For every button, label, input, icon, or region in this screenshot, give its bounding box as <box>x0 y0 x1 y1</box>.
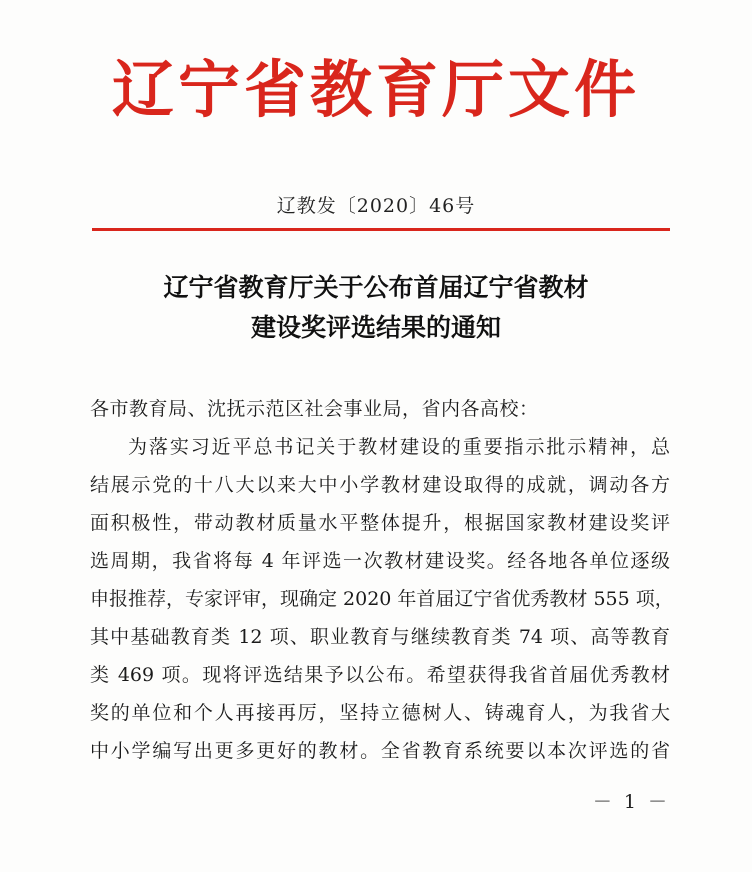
notice-title <box>0 268 752 348</box>
notice-title-line-2: 建设奖评选结果的通知 <box>250 313 501 342</box>
red-rule-divider <box>92 228 670 231</box>
masthead-title: 辽宁省教育厅文件 <box>111 53 640 126</box>
body-line-5: 申报推荐，专家评审，现确定 2020 年首届辽宁省优秀教材 555 项， <box>90 588 674 610</box>
body-line-2: 结展示党的十八大以来大中小学教材建设取得的成就，调动各方 <box>90 474 670 496</box>
body-line-8: 奖的单位和个人再接再厉，坚持立德树人、铸魂育人，为我省大 <box>90 702 670 724</box>
body-line-7: 类 469 项。现将评选结果予以公布。希望获得我省首届优秀教材 <box>90 664 670 686</box>
document-number: 辽教发〔2020〕46号 <box>276 195 476 217</box>
body-line-1: 为落实习近平总书记关于教材建设的重要指示批示精神，总 <box>128 436 670 458</box>
body-line-4: 选周期，我省将每 4 年评选一次教材建设奖。经各地各单位逐级 <box>90 550 670 572</box>
body-line-6: 其中基础教育类 12 项、职业教育与继续教育类 74 项、高等教育 <box>90 626 670 648</box>
body-line-9: 中小学编写出更多更好的教材。全省教育系统要以本次评选的省 <box>90 740 670 762</box>
page-number: － 1 － <box>592 791 670 813</box>
body-line-3: 面积极性，带动教材质量水平整体提升，根据国家教材建设奖评 <box>90 512 670 534</box>
notice-body <box>90 390 674 770</box>
notice-title-line-1: 辽宁省教育厅关于公布首届辽宁省教材 <box>163 273 589 302</box>
salutation: 各市教育局、沈抚示范区社会事业局，省内各高校： <box>90 398 539 420</box>
